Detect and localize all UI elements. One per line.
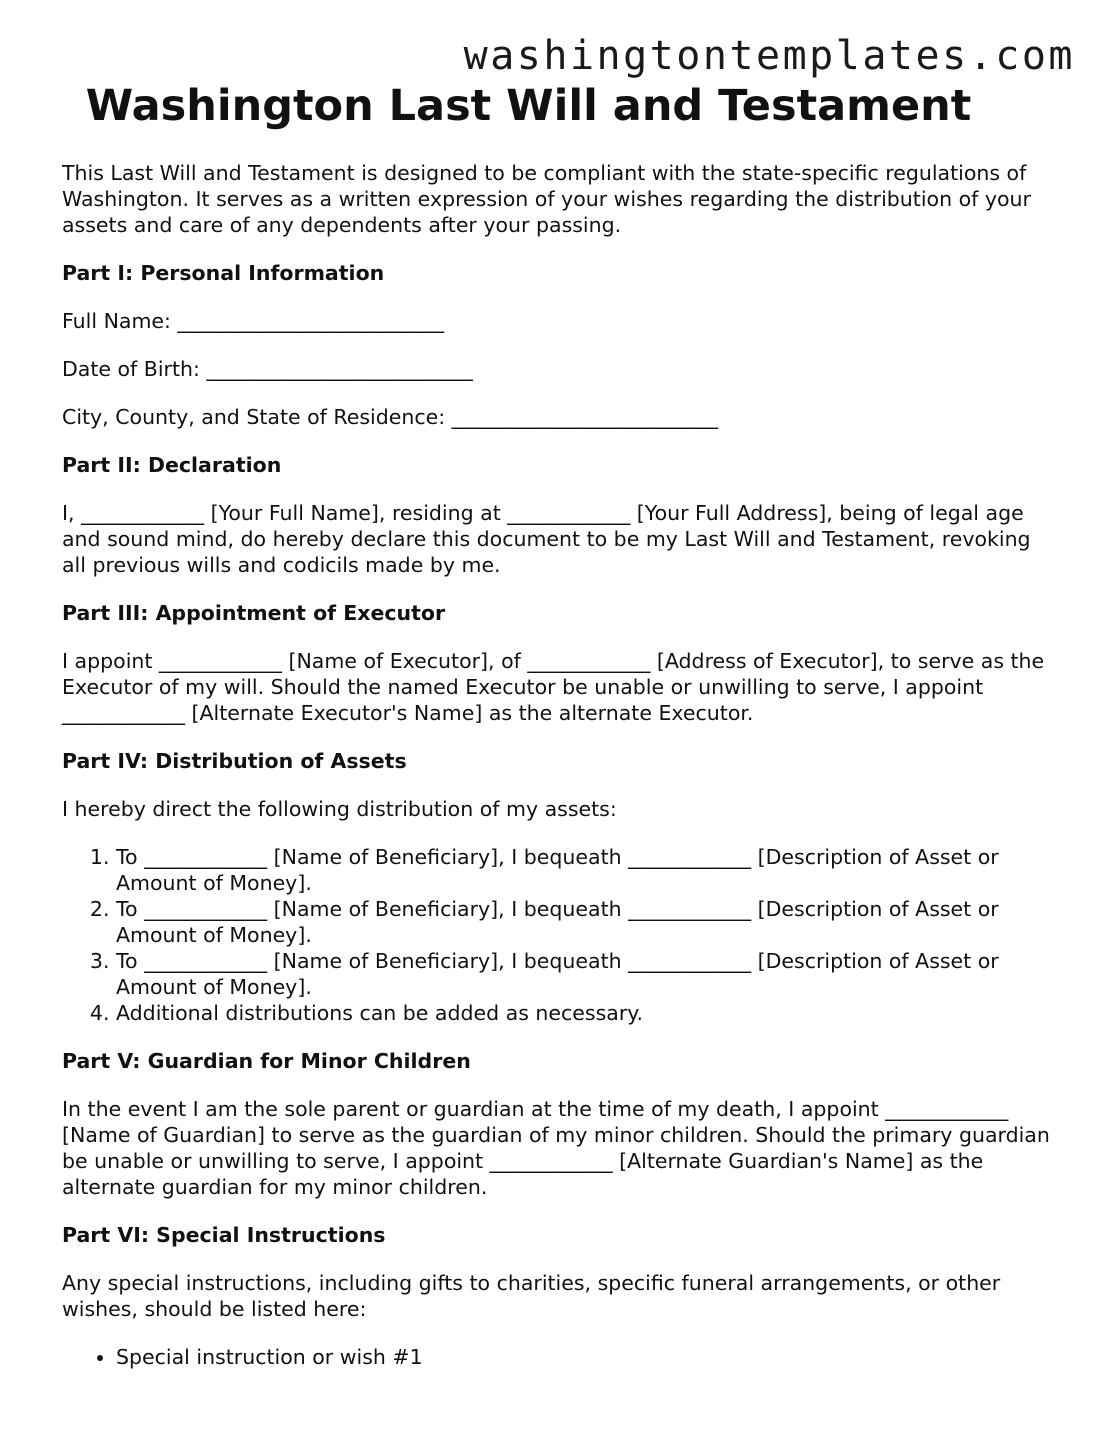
list-item: 4. Additional distributions can be added as necessary. — [116, 1000, 1052, 1026]
page-title: Washington Last Will and Testament — [85, 81, 972, 131]
list-item: 2. To ____________ [Name of Beneficiary], I bequeath ____________ [Description of Asset or Amount of Money]. — [116, 896, 1052, 948]
executor-paragraph: I appoint ____________ [Name of Executor], of ____________ [Address of Executor], to serve as the Executor of my will. Should the named Executor be unable or unwilling to serve, I appoint ____________ [Alternate Executor's Name] as the alternate Executor. — [62, 649, 1045, 725]
distribution-intro: I hereby direct the following distribution of my assets: — [62, 797, 617, 821]
full-name-field: Full Name: __________________________ — [62, 309, 444, 333]
list-item: 1. To ____________ [Name of Beneficiary], I bequeath ____________ [Description of Asset or Amount of Money]. — [116, 844, 1052, 896]
document-body — [62, 160, 1052, 1370]
part1-heading: Part I: Personal Information — [62, 261, 385, 285]
part4-heading: Part IV: Distribution of Assets — [62, 749, 407, 773]
part3-heading: Part III: Appointment of Executor — [62, 601, 446, 625]
list-item: • Special instruction or wish #1 — [116, 1344, 1052, 1370]
intro-paragraph: This Last Will and Testament is designed to be compliant with the state-specific regulations of Washington. It serves as a written expression of your wishes regarding the distribution of your assets and care of any dependents after your passing. — [62, 161, 1031, 237]
list-item: 3. To ____________ [Name of Beneficiary], I bequeath ____________ [Description of Asset or Amount of Money]. — [116, 948, 1052, 1000]
residence-field: City, County, and State of Residence: __________________________ — [62, 405, 719, 429]
part2-heading: Part II: Declaration — [62, 453, 282, 477]
part6-heading: Part VI: Special Instructions — [62, 1223, 386, 1247]
declaration-paragraph: I, ____________ [Your Full Name], residing at ____________ [Your Full Address], being of legal age and sound mind, do hereby declare this document to be my Last Will and Testament, revoking all previous wills and codicils made by me. — [62, 501, 1031, 577]
distribution-list — [62, 844, 1052, 1026]
site-watermark: washingtontemplates.com — [463, 33, 1075, 79]
guardian-paragraph: In the event I am the sole parent or guardian at the time of my death, I appoint ____________ [Name of Guardian] to serve as the guardian of my minor children. Should the primary guardian be unable or unwilling to serve, I appoint ____________ [Alternate Guardian's Name] as the alternate guardian for my minor children. — [62, 1097, 1050, 1199]
dob-field: Date of Birth: __________________________ — [62, 357, 473, 381]
part5-heading: Part V: Guardian for Minor Children — [62, 1049, 471, 1073]
special-instructions-paragraph: Any special instructions, including gifts to charities, specific funeral arrangements, or other wishes, should be listed here: — [62, 1271, 1001, 1321]
special-instructions-list — [62, 1344, 1052, 1370]
